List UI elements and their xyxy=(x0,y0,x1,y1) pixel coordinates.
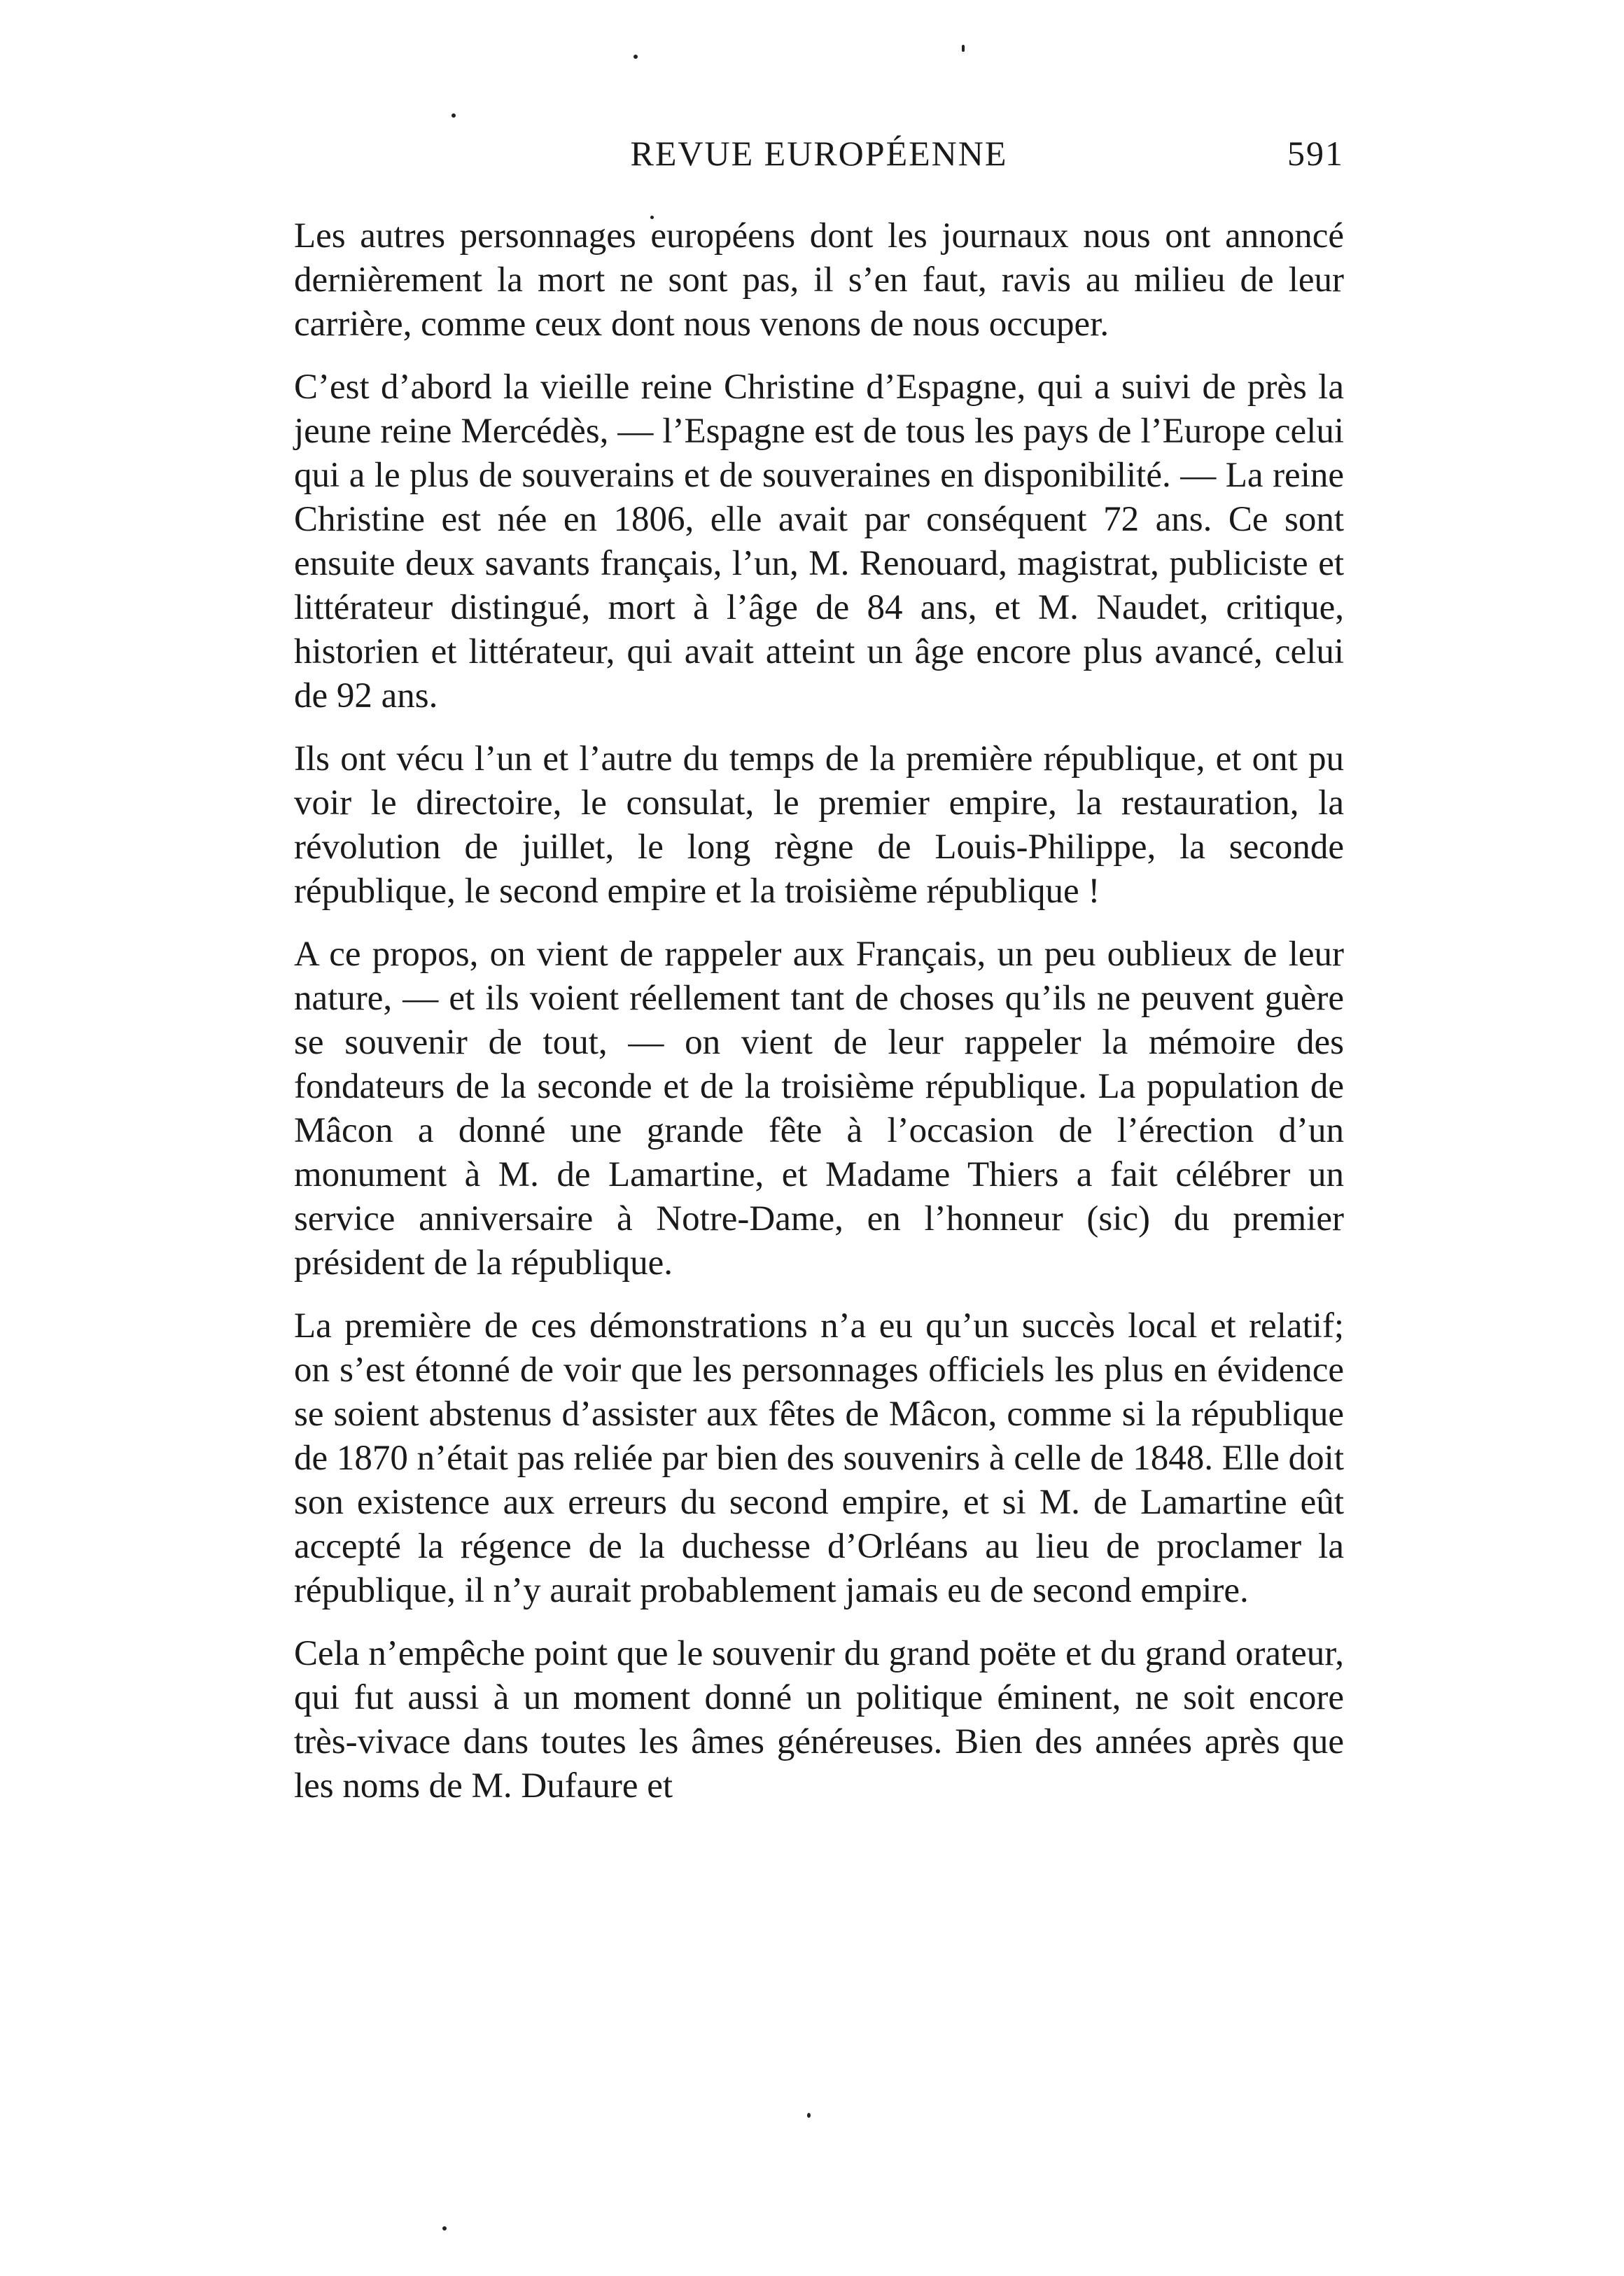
print-speck xyxy=(962,45,965,52)
paragraph: Cela n’empêche point que le souvenir du grand poëte et du grand orateur, qui fut aussi à un moment donné un politique éminent, ne soit encore très-vivace dans toutes les âmes généreuses. Bien des années après que les noms de M. Dufaure et xyxy=(294,1634,1344,1806)
print-speck xyxy=(807,2113,811,2118)
book-page xyxy=(294,133,1344,1827)
body-text xyxy=(294,214,1344,1808)
running-head xyxy=(294,133,1344,182)
page-number: 591 xyxy=(1287,134,1344,173)
print-speck xyxy=(451,113,456,118)
paragraph: Les autres personnages européens dont les journaux nous ont annoncé dernièrement la mort ne sont pas, il s’en faut, ravis au milieu de leur carrière, comme ceux dont nous venons de nous occuper. xyxy=(294,216,1344,344)
paragraph: La première de ces démonstrations n’a eu qu’un succès local et relatif; on s’est étonné de voir que les personnages officiels les plus en évidence se soient abstenus d’assister aux fêtes de Mâcon, comme si la république de 1870 n’était pas reliée par bien des souvenirs à celle de 1848. Elle doit son existence aux erreurs du second empire, et si M. de Lamartine eût accepté la régence de la duchesse d’Orléans au lieu de proclamer la république, il n’y aurait probablement jamais eu de second empire. xyxy=(294,1306,1344,1610)
print-speck xyxy=(442,2226,447,2230)
paragraph: Ils ont vécu l’un et l’autre du temps de la première république, et ont pu voir le directoire, le consulat, le premier empire, la restauration, la révolution de juillet, le long règne de Louis-Philippe, la seconde république, le second empire et la troisième république ! xyxy=(294,739,1344,911)
paragraph: C’est d’abord la vieille reine Christine d’Espagne, qui a suivi de près la jeune reine Mercédès, — l’Espagne est de tous les pays de l’Europe celui qui a le plus de souverains et de souveraines en disponibilité. — La reine Christine est née en 1806, elle avait par conséquent 72 ans. Ce sont ensuite deux savants français, l’un, M. Renouard, magistrat, publiciste et littérateur distingué, mort à l’âge de 84 ans, et M. Naudet, critique, historien et littérateur, qui avait atteint un âge encore plus avancé, celui de 92 ans. xyxy=(294,368,1344,715)
running-title: REVUE EUROPÉENNE xyxy=(630,134,1008,173)
paragraph: A ce propos, on vient de rappeler aux Français, un peu oublieux de leur nature, — et ils voient réellement tant de choses qu’ils ne peuvent guère se souvenir de tout, — on vient de leur rappeler la mémoire des fondateurs de la seconde et de la troisième république. La population de Mâcon a donné une grande fête à l’occasion de l’érection d’un monument à M. de Lamartine, et Madame Thiers a fait célébrer un service anniversaire à Notre-Dame, en l’honneur (sic) du premier président de la république. xyxy=(294,935,1344,1283)
print-speck xyxy=(634,55,638,59)
